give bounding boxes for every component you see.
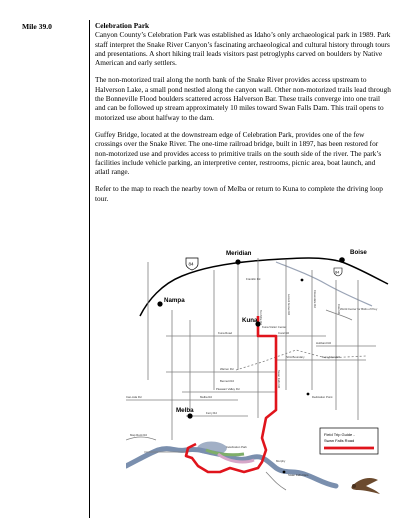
article-body	[95, 21, 391, 211]
label-bennett: Bennett Rd	[220, 379, 234, 383]
town-nampa: Nampa	[164, 297, 185, 304]
label-melba-rd: Melba Rd	[200, 395, 212, 399]
label-cloverdale: Cloverdale Rd	[313, 290, 317, 308]
label-hubbard: Hubbard Rd	[316, 341, 332, 345]
paragraph-1: Canyon County’s Celebration Park was established as Idaho’s only archaeological park in 1989. Park staff interpret the Snake River Canyon’s fascinating archaeological and cultural history through tours and presentations. A short hiking trail leads visitors past petroglyphs carved on boulders by Native American and early settlers.	[95, 30, 391, 68]
label-kuna-mora: Kuna Mora Rd	[322, 355, 341, 359]
label-celebration: Celebration Park	[226, 445, 247, 449]
label-ferry: Ferry Rd	[206, 411, 217, 415]
label-can-ada: Can-Ada Rd	[126, 395, 142, 399]
town-meridian: Meridian	[226, 250, 252, 257]
label-map-rock: Map Rock Rd	[130, 433, 147, 437]
i84-shield-small	[334, 268, 342, 276]
driving-tour-map	[126, 240, 394, 495]
town-kuna: Kuna	[242, 317, 258, 324]
label-kuna-visitor: Kuna Visitor Center	[262, 325, 287, 329]
label-kuna-road: Kuna Road	[218, 331, 232, 335]
i84-shield	[186, 258, 198, 270]
label-pleasant: Pleasant Valley Rd	[216, 387, 240, 391]
map-legend	[320, 428, 378, 454]
label-swan-falls: Swan Falls Rd	[277, 370, 281, 389]
paragraph-2: The non-motorized trail along the north bank of the Snake River provides access upstream to Halverson Lake, a small pond nestled along the canyon wall. Other non-motorized trails lead through the Bonneville Flood boulders scattered across Halverson Bar. These trails converge into one trail and can be followed up stream approximately 10 miles toward Swan Falls Dam. This trail opens to motorized use about halfway to the dam.	[95, 75, 391, 122]
label-swan-dam: Swan Falls Dam	[288, 473, 309, 477]
label-warren: Warren Rd	[220, 367, 234, 371]
label-world-center: World Center for Birds of Prey	[340, 307, 378, 311]
town-melba: Melba	[176, 407, 194, 414]
legend-line-2: Swan Falls Road	[324, 438, 355, 443]
mile-marker: Mile 39.0	[22, 22, 52, 31]
label-locust-grove: Locust Grove Rd	[287, 294, 291, 315]
svg-text:84: 84	[335, 270, 340, 275]
label-dedication: Dedication Point	[312, 395, 333, 399]
label-cole: Cole Rd	[337, 304, 341, 315]
legend-line-1: Field Trip Guide -	[324, 432, 355, 437]
label-franklin: Franklin Rd	[246, 277, 261, 281]
article-title: Celebration Park	[95, 21, 150, 30]
paragraph-3: Guffey Bridge, located at the downstream edge of Celebration Park, provides one of the few crossings over the Snake River. The one-time railroad bridge, built in 1897, has been restored for non-motorized use and provides access to primitive trails on the south side of the river. The park’s facilities include vehicle parking, an interpretive center, restrooms, picnic area, boat launch, and atlatl range.	[95, 129, 382, 177]
label-coral: Coral Rd	[278, 331, 290, 335]
label-murphy: Murphy	[276, 459, 286, 463]
column-divider	[89, 20, 90, 518]
vertical-road-labels	[259, 290, 341, 388]
town-boise: Boise	[350, 249, 367, 256]
hawk-illustration-icon	[351, 478, 380, 494]
label-ten-mile: Ten Mile Rd	[259, 310, 263, 325]
label-nca: NCA Boundary	[286, 355, 305, 359]
paragraph-4: Refer to the map to reach the nearby town of Melba or return to Kuna to complete the driving loop tour.	[95, 184, 383, 203]
svg-text:84: 84	[188, 261, 194, 267]
